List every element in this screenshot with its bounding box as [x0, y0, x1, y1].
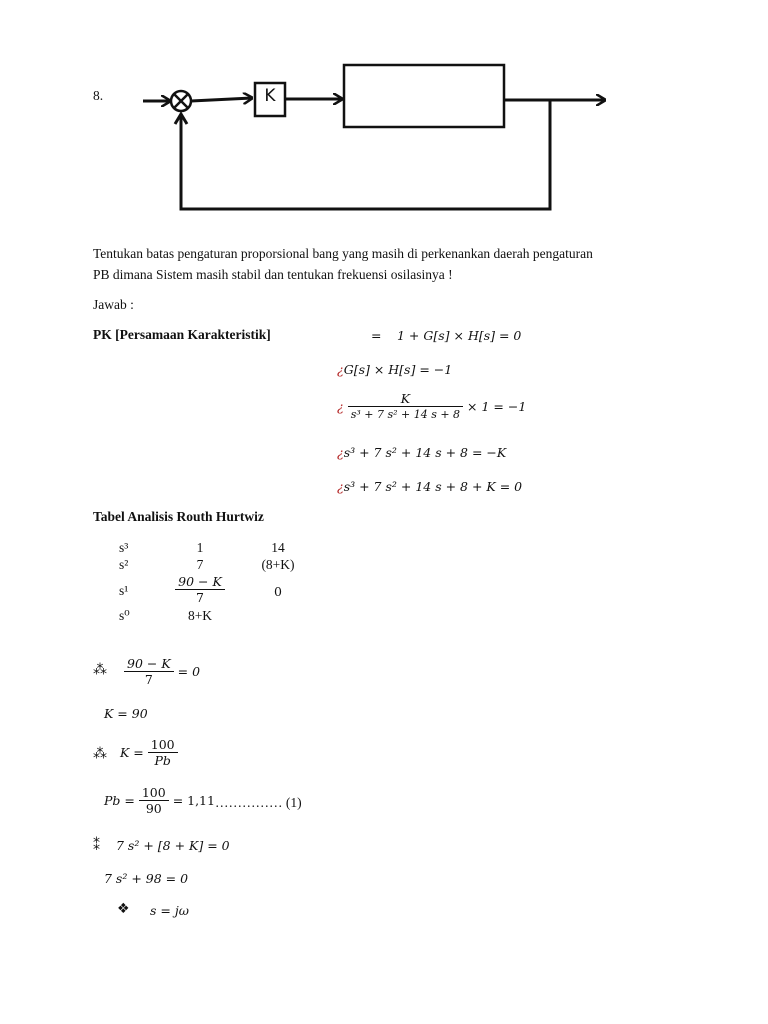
solution-step-5: 7 s² + [8 + K] = 0 [116, 838, 230, 853]
pk-eq3-numerator: K [348, 391, 463, 407]
plant-block [344, 65, 504, 127]
answer-label: Jawab : [93, 297, 134, 312]
solution-bullet-3: ⁑ [93, 838, 100, 854]
routh-power-1: s² [119, 557, 129, 572]
step3-denominator: Pb [154, 753, 171, 768]
solution-bullet-2: ⁂ [93, 746, 107, 762]
gain-label: K [264, 86, 276, 106]
routh-r2-numerator: 90 − K [175, 574, 225, 590]
step4-lhs: Pb = [104, 793, 135, 808]
routh-power-2: s¹ [119, 583, 129, 598]
solution-step-1 [124, 656, 200, 687]
step3-fraction [148, 737, 178, 768]
solution-step-4 [104, 785, 215, 816]
pk-eq3-denominator: s³ + 7 s² + 14 s + 8 [350, 408, 461, 421]
routh-title: Tabel Analisis Routh Hurtwiz [93, 509, 264, 524]
step4-fraction [139, 785, 169, 816]
pk-eq3-prefix: ¿ [337, 399, 344, 414]
question-number: 8. [93, 88, 104, 103]
step3-lhs: K = [120, 745, 144, 760]
step4-rhs: = 1,11 [172, 793, 215, 808]
routh-power-3: s⁰ [119, 608, 130, 623]
routh-r0-c1: 1 [196, 540, 204, 555]
solution-step-3 [120, 737, 178, 768]
question-line-2: PB dimana Sistem masih stabil dan tentukan frekuensi osilasinya ! [93, 267, 453, 282]
pk-eq1: 1 + G[s] × H[s] = 0 [397, 328, 522, 343]
pk-eq3-fraction [348, 391, 463, 422]
solution-bullet-1: ⁂ [93, 662, 107, 678]
routh-r2-c1 [170, 574, 230, 605]
step4-note: …………… (1) [215, 795, 302, 810]
pk-eq2-body: G[s] × H[s] = −1 [343, 362, 453, 377]
question-line-1: Tentukan batas pengaturan proporsional bang yang masih di perkenankan daerah pengaturan [93, 246, 593, 261]
pk-eq4-body: s³ + 7 s² + 14 s + 8 = −K [343, 445, 507, 460]
pk-equals: = [371, 328, 382, 343]
step3-numerator: 100 [148, 737, 178, 753]
step4-denominator: 90 [145, 801, 162, 816]
routh-r1-c1: 7 [196, 557, 204, 572]
routh-r2-denominator: 7 [196, 590, 204, 605]
routh-r0-c2: 14 [271, 540, 285, 555]
step1-rhs: = 0 [177, 664, 201, 679]
routh-r3-c1: 8+K [187, 608, 213, 623]
pk-eq5-body: s³ + 7 s² + 14 s + 8 + K = 0 [343, 479, 523, 494]
step1-denominator: 7 [144, 672, 153, 687]
pk-eq3 [337, 391, 526, 422]
pk-eq2 [337, 362, 452, 377]
step1-fraction [124, 656, 174, 687]
pk-eq4 [337, 445, 506, 460]
step1-numerator: 90 − K [124, 656, 174, 672]
pk-eq4-prefix: ¿ [337, 445, 344, 460]
step4-numerator: 100 [139, 785, 169, 801]
solution-step-6: 7 s² + 98 = 0 [104, 871, 189, 886]
pk-label: PK [Persamaan Karakteristik] [93, 327, 271, 342]
arrow-to-gain [191, 98, 252, 101]
pk-eq3-rhs: × 1 = −1 [467, 399, 527, 414]
solution-step-7: s = jω [150, 903, 189, 918]
routh-r2-c2: 0 [274, 584, 282, 599]
routh-power-0: s³ [119, 540, 129, 555]
summing-junction [171, 91, 191, 111]
diamond-bullet: ❖ [117, 901, 130, 917]
solution-step-2: K = 90 [104, 706, 148, 721]
pk-eq5-prefix: ¿ [337, 479, 344, 494]
routh-r1-c2: (8+K) [261, 557, 295, 572]
pk-eq5 [337, 479, 522, 494]
block-diagram [0, 0, 768, 230]
pk-eq2-prefix: ¿ [337, 362, 344, 377]
routh-r2-fraction [175, 574, 225, 605]
